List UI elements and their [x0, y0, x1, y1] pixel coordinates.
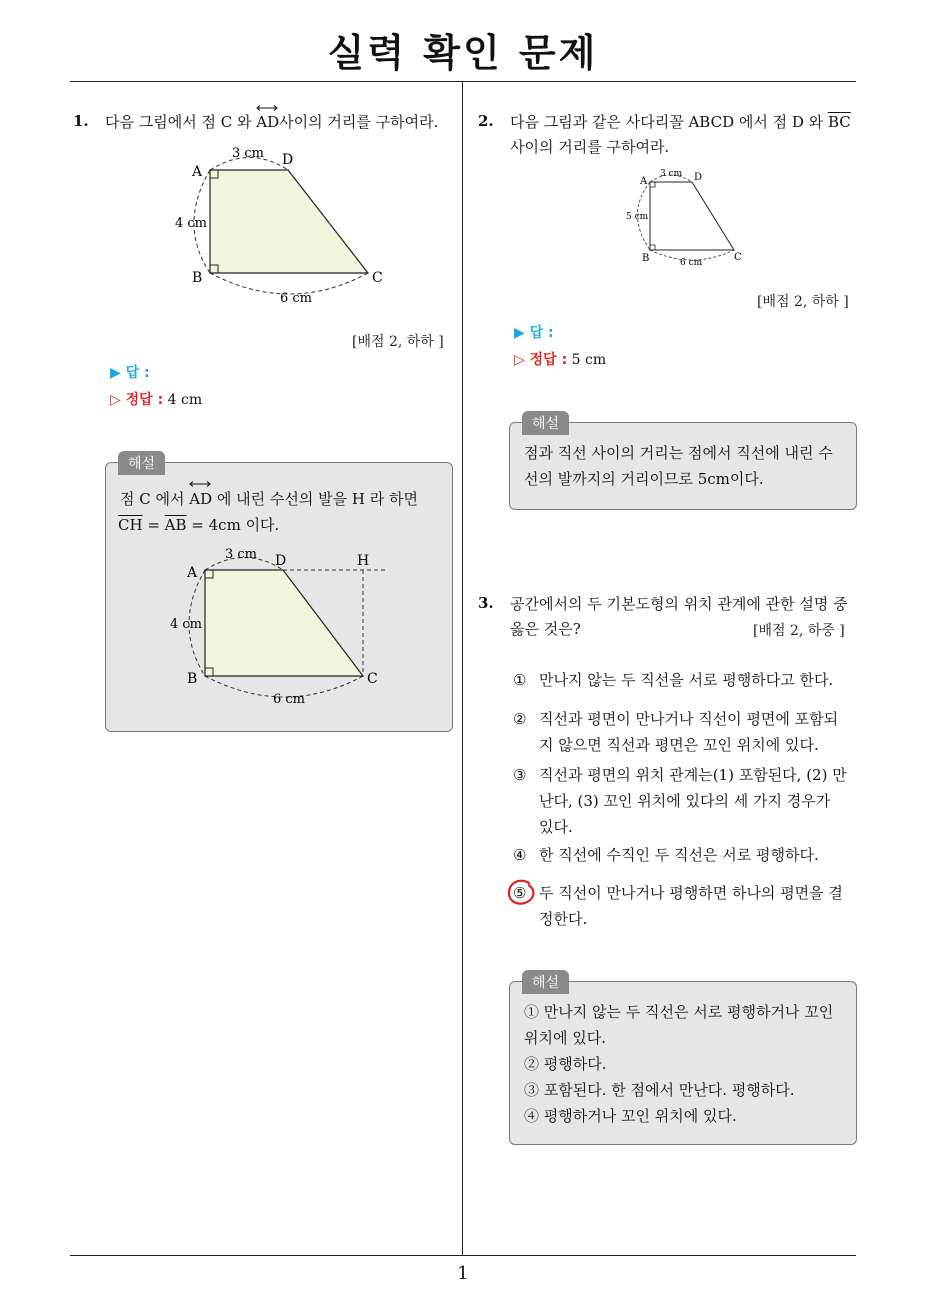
- svg-text:H: H: [357, 553, 370, 569]
- page-number: 1: [457, 1263, 469, 1284]
- q1-length-top: 3 cm: [232, 146, 265, 161]
- svg-text:3 cm: 3 cm: [225, 547, 258, 562]
- q2-solution-line2: 선의 발까지의 거리이므로 5cm이다.: [524, 470, 764, 488]
- q1-figure: [170, 140, 400, 310]
- q2-text-line2: 사이의 거리를 구하여라.: [510, 138, 670, 156]
- footer-rule: [70, 1255, 856, 1256]
- q2-score: [배점 2, 하하 ]: [757, 294, 849, 310]
- svg-text:B: B: [642, 253, 650, 264]
- q3-solution-line3: ② 평행하다.: [524, 1055, 607, 1073]
- q1-correct-value: 4 cm: [167, 392, 203, 408]
- q1-answer-label: ▶ 답 :: [110, 365, 150, 381]
- q3-option-2[interactable]: ② 직선과 평면이 만나거나 직선이 평면에 포함되 지 않으면 직선과 평면은 꼬인 위치에 있다.: [513, 710, 839, 754]
- svg-text:C: C: [734, 252, 742, 263]
- svg-text:3 cm: 3 cm: [660, 169, 683, 179]
- q3-solution-line4: ③ 포함된다. 한 점에서 만난다. 평행하다.: [524, 1081, 795, 1099]
- svg-text:D: D: [694, 172, 703, 183]
- q2-correct-tag: ▷ 정답 :: [514, 352, 568, 368]
- q1-label-d: D: [282, 152, 294, 168]
- svg-text:C: C: [367, 671, 378, 687]
- q2-number: 2.: [478, 112, 494, 130]
- q1-solution-line2: $\overline{CH} = \overline{AB} = 4cm$ 이다.: [118, 516, 280, 534]
- q1-correct: [110, 389, 202, 409]
- svg-text:B: B: [187, 671, 198, 687]
- q2-trapezoid: [650, 182, 734, 250]
- q1-score: [배점 2, 하하 ]: [352, 334, 444, 350]
- q3-text-line1: 공간에서의 두 기본도형의 위치 관계에 관한 설명 중: [510, 595, 848, 613]
- q2-solution-line1: 점과 직선 사이의 거리는 점에서 직선에 내린 수: [524, 444, 833, 462]
- q2-segment-bc: $\overline{BC}$: [827, 113, 851, 131]
- page-title: 실력 확인 문제: [327, 31, 599, 75]
- q3-solution-tab: 해설: [522, 970, 569, 994]
- double-arrow-icon: [189, 481, 211, 487]
- q1-solution-trapezoid: [205, 570, 363, 676]
- q2-text-line1: 다음 그림과 같은 사다리꼴 ABCD 에서 점 D 와 $\overline{BC}$: [510, 113, 851, 131]
- q1-line-ad: AD: [256, 110, 279, 135]
- q3-solution-line5: ④ 평행하거나 꼬인 위치에 있다.: [524, 1107, 737, 1125]
- svg-text:4 cm: 4 cm: [170, 617, 203, 632]
- svg-text:D: D: [275, 553, 287, 569]
- q2-figure: [620, 162, 770, 267]
- q1-correct-tag: ▷ 정답 :: [110, 392, 164, 408]
- column-divider: [462, 82, 463, 1256]
- q1-text: [105, 110, 438, 135]
- q3-option-4[interactable]: ④ 한 직선에 수직인 두 직선은 서로 평행하다.: [513, 846, 819, 864]
- q1-solution-tab: 해설: [118, 451, 165, 475]
- q1-trapezoid: [210, 170, 368, 273]
- q3-option-5[interactable]: ⑤ 두 직선이 만나거나 평행하면 하나의 평면을 결 정한다.: [513, 884, 843, 928]
- svg-text:5 cm: 5 cm: [626, 212, 649, 222]
- q3-score: [배점 2, 하중 ]: [753, 623, 845, 639]
- svg-text:6 cm: 6 cm: [680, 258, 703, 267]
- svg-text:A: A: [187, 565, 198, 581]
- q3-option-1[interactable]: ① 만나지 않는 두 직선을 서로 평행하다고 한다.: [513, 671, 834, 689]
- q1-length-bottom: 6 cm: [280, 291, 313, 306]
- q2-correct: [514, 349, 606, 369]
- q3-option-3[interactable]: ③ 직선과 평면의 위치 관계는(1) 포함된다, (2) 만 난다, (3) 꼬인 위치에 있다의 세 가지 경우가 있다.: [513, 766, 847, 836]
- q1-length-left: 4 cm: [175, 216, 208, 231]
- q2-solution-tab: 해설: [522, 411, 569, 435]
- q1-solution-line1: 점 C 에서 AD 에 내린 수선의 발을 H 라 하면: [120, 486, 418, 512]
- double-arrow-icon: [256, 105, 278, 111]
- q2-answer-label: ▶ 답 :: [514, 325, 554, 341]
- q1-text-b: 사이의 거리를 구하여라.: [279, 113, 439, 131]
- q2-correct-value: 5 cm: [571, 352, 607, 368]
- q3-number: 3.: [478, 594, 494, 612]
- q1-label-a: A: [192, 164, 203, 180]
- q1-text-a: 다음 그림에서 점 C 와: [105, 113, 252, 131]
- q1-number: 1.: [73, 112, 89, 130]
- q1-solution-figure: [165, 540, 395, 710]
- q1-label-c: C: [372, 270, 383, 286]
- q1-solution-line-ad: AD: [189, 486, 212, 512]
- header-rule: [70, 81, 856, 82]
- correct-answer-circle-icon: [506, 878, 536, 908]
- q3-text-line2: 옳은 것은?: [510, 620, 581, 638]
- q3-solution-line1: ① 만나지 않는 두 직선은 서로 평행하거나 꼬인: [524, 1003, 834, 1021]
- q1-label-b: B: [192, 270, 203, 286]
- q3-solution-line2: 위치에 있다.: [524, 1029, 606, 1047]
- svg-text:A: A: [640, 176, 648, 187]
- svg-text:6 cm: 6 cm: [273, 692, 306, 707]
